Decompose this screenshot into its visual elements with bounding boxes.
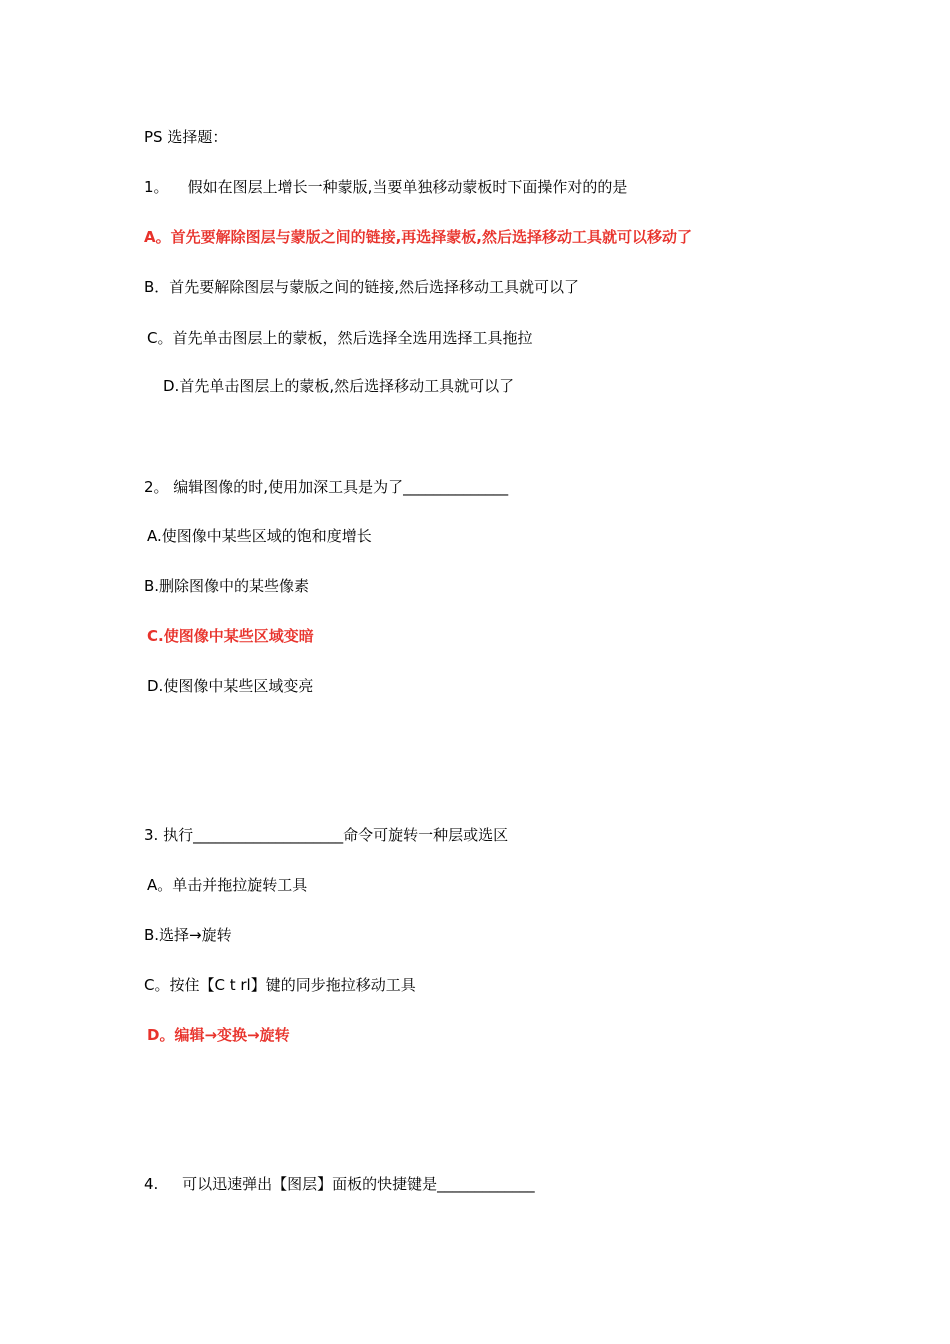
question-1-option-c: C。首先单击图层上的蒙板，然后选择全选用选择工具拖拉 xyxy=(147,329,533,347)
section-heading: PS 选择题： xyxy=(144,128,228,146)
question-2-option-d: D.使图像中某些区域变亮 xyxy=(147,677,314,695)
question-1-stem: 1。 假如在图层上增长一种蒙版,当要单独移动蒙板时下面操作对的的是 xyxy=(144,178,628,196)
question-1-option-d: D.首先单击图层上的蒙板,然后选择移动工具就可以了 xyxy=(163,377,515,395)
question-2-option-b: B.删除图像中的某些像素 xyxy=(144,577,310,595)
question-4-stem: 4. 可以迅速弹出【图层】面板的快捷键是_____________ xyxy=(144,1175,535,1193)
question-3-option-a: A。单击并拖拉旋转工具 xyxy=(147,876,308,894)
question-2-option-a: A.使图像中某些区域的饱和度增长 xyxy=(147,527,372,545)
question-3-option-b: B.选择→旋转 xyxy=(144,926,232,944)
question-3-option-c: C。按住【C t rl】键的同步拖拉移动工具 xyxy=(144,976,416,994)
question-3-option-d-correct: D。编辑→变换→旋转 xyxy=(147,1026,290,1044)
question-3-stem: 3. 执行____________________命令可旋转一种层或选区 xyxy=(144,826,509,844)
question-1-option-b: B．首先要解除图层与蒙版之间的链接,然后选择移动工具就可以了 xyxy=(144,278,580,296)
question-2-stem: 2。 编辑图像的时,使用加深工具是为了______________ xyxy=(144,478,509,496)
question-2-option-c-correct: C.使图像中某些区域变暗 xyxy=(147,627,314,645)
question-1-option-a-correct: A。首先要解除图层与蒙版之间的链接,再选择蒙板,然后选择移动工具就可以移动了 xyxy=(144,228,693,246)
